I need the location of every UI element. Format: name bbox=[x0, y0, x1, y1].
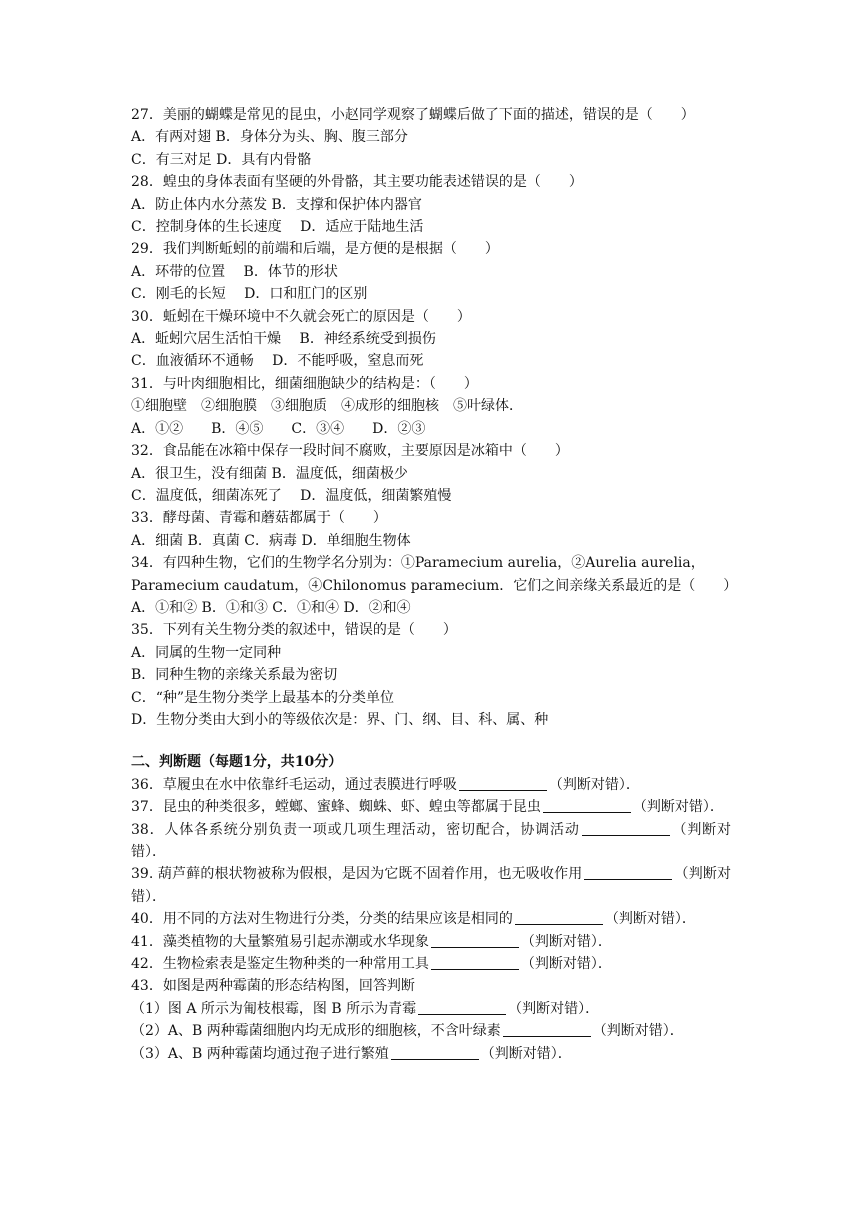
question-39 bbox=[131, 863, 731, 908]
question-38 bbox=[131, 819, 731, 864]
question-41 bbox=[131, 931, 731, 953]
question-31-stem: 31．与叶肉细胞相比，细菌细胞缺少的结构是：（ ） bbox=[131, 375, 478, 392]
question-39-text: 39. 葫芦藓的根状物被称为假根，是因为它既不固着作用，也无吸收作用 bbox=[131, 866, 583, 883]
answer-blank[interactable] bbox=[515, 910, 603, 925]
question-37-text: 37．昆虫的种类很多，螳螂、蜜蜂、蜘蛛、虾、蝗虫等都属于昆虫 bbox=[131, 799, 541, 816]
question-32-options-1: A．很卫生，没有细菌 B．温度低，细菌极少 bbox=[131, 465, 408, 482]
question-42 bbox=[131, 953, 731, 975]
question-43-sub-2 bbox=[131, 1020, 731, 1042]
question-43-sub-3 bbox=[131, 1043, 731, 1065]
answer-blank[interactable] bbox=[391, 1045, 479, 1060]
question-27-options-2: C．有三对足 D．具有内骨骼 bbox=[131, 151, 312, 168]
question-30-options-1: A．蚯蚓穴居生活怕干燥 B．神经系统受到损伤 bbox=[131, 331, 436, 348]
question-41-suffix: （判断对错）． bbox=[520, 933, 612, 950]
answer-blank[interactable] bbox=[418, 1000, 506, 1015]
question-35-stem: 35．下列有关生物分类的叙述中，错误的是（ ） bbox=[131, 622, 457, 639]
question-27-stem: 27．美丽的蝴蝶是常见的昆虫，小赵同学观察了蝴蝶后做了下面的描述，错误的是（ ） bbox=[131, 107, 695, 123]
question-43-sub-1 bbox=[131, 998, 731, 1020]
question-33-options: A．细菌 B．真菌 C．病毒 D．单细胞生物体 bbox=[131, 532, 411, 549]
question-28-options-2: C．控制身体的生长速度 D．适应于陆地生活 bbox=[131, 219, 424, 236]
question-43-sub-3-suffix: （判断对错）． bbox=[480, 1045, 572, 1062]
question-34-stem-cont: Paramecium caudatum，④Chilonomus paramecium．它们之间亲缘关系最近的是（ ） bbox=[131, 577, 738, 594]
question-41-text: 41．藻类植物的大量繁殖易引起赤潮或水华现象 bbox=[131, 933, 429, 950]
question-33-stem: 33．酵母菌、青霉和蘑菇都属于（ ） bbox=[131, 510, 387, 527]
question-43-sub-2-suffix: （判断对错）． bbox=[592, 1023, 684, 1040]
question-30-options-2: C．血液循环不通畅 D．不能呼吸，窒息而死 bbox=[131, 353, 424, 370]
question-38-text: 38．人体各系统分别负责一项或几项生理活动，密切配合，协调活动 bbox=[131, 821, 580, 838]
question-40-suffix: （判断对错）． bbox=[604, 911, 696, 928]
question-42-text: 42．生物检索表是鉴定生物种类的一种常用工具 bbox=[131, 956, 429, 973]
question-43-sub-1-text: （1）图 A 所示为匍枝根霉，图 B 所示为青霉 bbox=[131, 1000, 417, 1017]
question-36-text: 36．草履虫在水中依靠纤毛运动，通过表膜进行呼吸 bbox=[131, 776, 457, 793]
section-2-title: 二、判断题（每题1分，共10分） bbox=[131, 754, 343, 771]
answer-blank[interactable] bbox=[503, 1022, 591, 1037]
question-43-stem: 43．如图是两种霉菌的形态结构图，回答判断 bbox=[131, 978, 415, 995]
question-37-suffix: （判断对错）． bbox=[632, 799, 724, 816]
question-40-text: 40．用不同的方法对生物进行分类，分类的结果应该是相同的 bbox=[131, 911, 513, 928]
answer-blank[interactable] bbox=[584, 865, 672, 880]
question-29-stem: 29．我们判断蚯蚓的前端和后端，是方便的是根据（ ） bbox=[131, 241, 499, 258]
question-31-structures: ①细胞壁 ②细胞膜 ③细胞质 ④成形的细胞核 ⑤叶绿体． bbox=[131, 398, 523, 415]
question-28-stem: 28．蝗虫的身体表面有坚硬的外骨骼，其主要功能表述错误的是（ ） bbox=[131, 174, 583, 191]
answer-blank[interactable] bbox=[543, 798, 631, 813]
question-32-options-2: C．温度低，细菌冻死了 D．温度低，细菌繁殖慢 bbox=[131, 487, 452, 504]
answer-blank[interactable] bbox=[431, 933, 519, 948]
question-39-suffix: （判断对错）． bbox=[131, 866, 731, 905]
question-31-options: A．①② B．④⑤ C．③④ D．②③ bbox=[131, 420, 426, 437]
question-36-suffix: （判断对错）． bbox=[548, 776, 640, 793]
question-43-sub-1-suffix: （判断对错）． bbox=[508, 1000, 600, 1017]
question-42-suffix: （判断对错）． bbox=[520, 956, 612, 973]
question-35-option-d: D．生物分类由大到小的等级依次是：界、门、纲、目、科、属、种 bbox=[131, 711, 549, 728]
question-35-option-b: B．同种生物的亲缘关系最为密切 bbox=[131, 667, 338, 684]
question-38-suffix: （判断对错）． bbox=[131, 821, 731, 860]
question-43-sub-3-text: （3）A、B 两种霉菌均通过孢子进行繁殖 bbox=[131, 1045, 389, 1062]
question-43-sub-2-text: （2）A、B 两种霉菌细胞内均无成形的细胞核，不含叶绿素 bbox=[131, 1023, 501, 1040]
question-34-options: A．①和② B．①和③ C．①和④ D．②和④ bbox=[131, 599, 411, 616]
document-page bbox=[131, 104, 738, 1065]
question-28-options-1: A．防止体内水分蒸发 B．支撑和保护体内器官 bbox=[131, 196, 422, 213]
question-36 bbox=[131, 774, 731, 796]
answer-blank[interactable] bbox=[582, 821, 670, 836]
question-35-option-a: A．同属的生物一定同种 bbox=[131, 644, 282, 661]
question-37 bbox=[131, 796, 731, 818]
question-30-stem: 30．蚯蚓在干燥环境中不久就会死亡的原因是（ ） bbox=[131, 308, 471, 325]
answer-blank[interactable] bbox=[431, 955, 519, 970]
question-29-options-2: C．刚毛的长短 D．口和肛门的区别 bbox=[131, 286, 368, 303]
question-32-stem: 32．食品能在冰箱中保存一段时间不腐败，主要原因是冰箱中（ ） bbox=[131, 443, 569, 460]
question-29-options-1: A．环带的位置 B．体节的形状 bbox=[131, 263, 338, 280]
question-40 bbox=[131, 908, 731, 930]
question-35-option-c: C．“种”是生物分类学上最基本的分类单位 bbox=[131, 689, 395, 706]
question-34-stem: 34．有四种生物，它们的生物学名分别为：①Paramecium aurelia，②Aurelia aurelia， bbox=[131, 555, 705, 572]
answer-blank[interactable] bbox=[459, 776, 547, 791]
question-27-options-1: A．有两对翅 B．身体分为头、胸、腹三部分 bbox=[131, 129, 408, 146]
